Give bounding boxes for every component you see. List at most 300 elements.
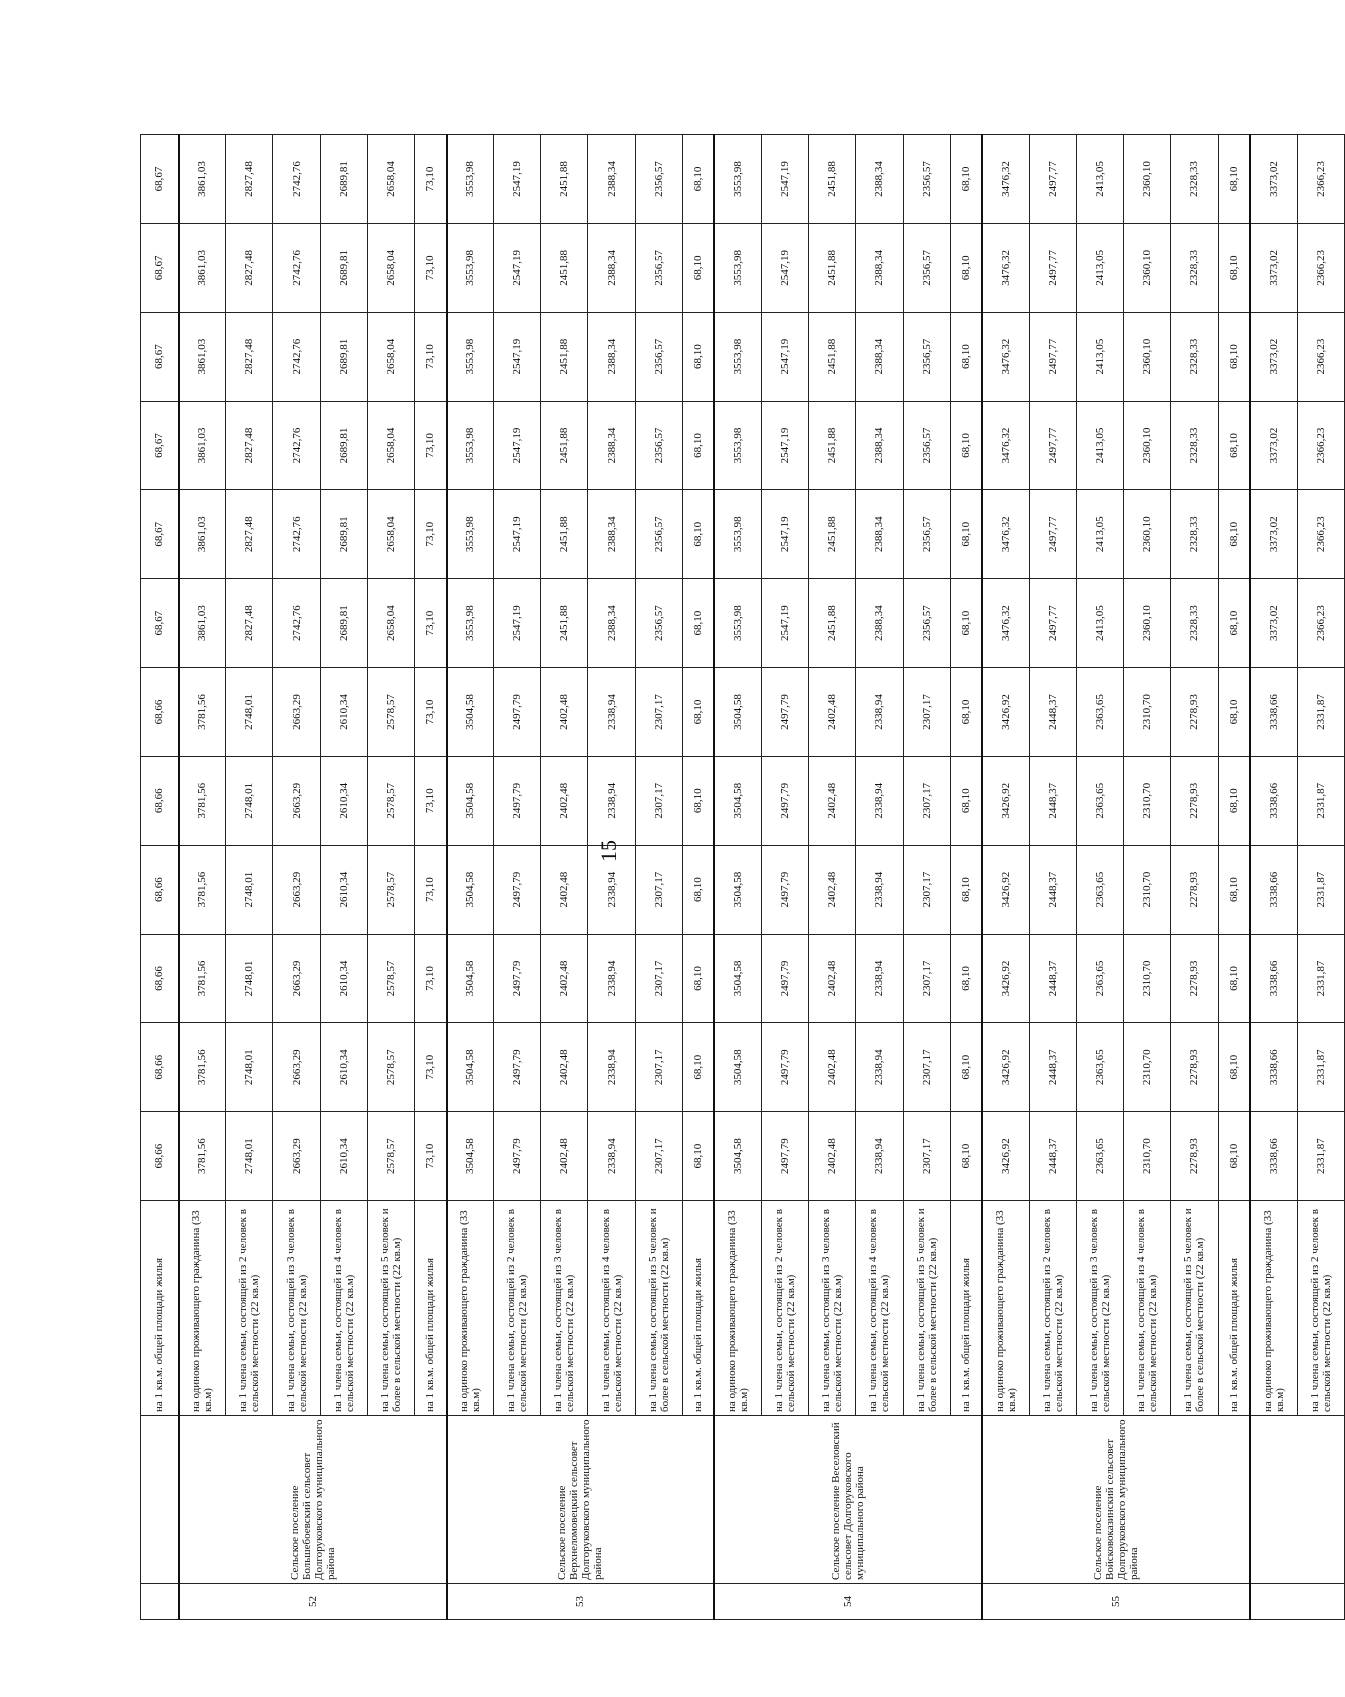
value-cell: 2547,19 xyxy=(494,223,541,312)
value-cell: 73,10 xyxy=(414,756,446,845)
value-cell: 2547,19 xyxy=(762,401,809,490)
value-cell: 2547,19 xyxy=(762,579,809,668)
value-cell: 2360,10 xyxy=(1124,579,1171,668)
value-cell: 68,10 xyxy=(682,312,714,401)
group-index: 54 xyxy=(714,1584,982,1620)
table-row xyxy=(447,135,494,1620)
value-cell: 73,10 xyxy=(414,845,446,934)
value-cell: 68,66 xyxy=(141,1023,179,1112)
description-cell: на 1 кв.м. общей площади жилья xyxy=(414,1201,446,1416)
table-row xyxy=(494,135,541,1620)
value-cell: 2307,17 xyxy=(635,756,682,845)
value-cell: 3338,66 xyxy=(1250,1112,1297,1201)
value-cell: 68,10 xyxy=(682,579,714,668)
description-cell: на одиноко проживающего гражданина (33 кв.м) xyxy=(982,1201,1029,1416)
value-cell: 3553,98 xyxy=(447,135,494,224)
value-cell: 3553,98 xyxy=(714,312,761,401)
value-cell: 2356,57 xyxy=(903,401,950,490)
value-cell: 68,10 xyxy=(1218,668,1250,757)
value-cell: 2689,81 xyxy=(320,579,367,668)
value-cell: 2388,34 xyxy=(588,312,635,401)
value-cell: 3553,98 xyxy=(714,401,761,490)
value-cell: 2331,87 xyxy=(1297,845,1344,934)
value-cell: 2451,88 xyxy=(809,223,856,312)
value-cell: 2338,94 xyxy=(856,934,903,1023)
value-cell: 2328,33 xyxy=(1171,135,1218,224)
value-cell: 3373,02 xyxy=(1250,401,1297,490)
value-cell: 2388,34 xyxy=(856,135,903,224)
value-cell: 2402,48 xyxy=(541,1112,588,1201)
value-cell: 2658,04 xyxy=(367,135,414,224)
value-cell: 3504,58 xyxy=(714,845,761,934)
value-cell: 2448,37 xyxy=(1029,845,1076,934)
value-cell: 2331,87 xyxy=(1297,668,1344,757)
value-cell: 3861,03 xyxy=(179,579,226,668)
value-cell: 2363,65 xyxy=(1077,668,1124,757)
description-cell: на 1 члена семьи, состоящей из 4 человек в сельской местности (22 кв.м) xyxy=(856,1201,903,1416)
value-cell: 68,10 xyxy=(682,845,714,934)
value-cell: 2388,34 xyxy=(856,312,903,401)
table-row xyxy=(179,135,226,1620)
value-cell: 68,10 xyxy=(682,135,714,224)
value-cell: 2658,04 xyxy=(367,312,414,401)
value-cell: 2363,65 xyxy=(1077,756,1124,845)
value-cell: 2402,48 xyxy=(809,934,856,1023)
value-cell: 2497,79 xyxy=(494,1023,541,1112)
value-cell: 3476,32 xyxy=(982,401,1029,490)
settlement-name: Сельское поселение Большебоевский сельсовет Долгоруковского муниципального района xyxy=(179,1416,447,1584)
value-cell: 2310,70 xyxy=(1124,1112,1171,1201)
value-cell: 3476,32 xyxy=(982,490,1029,579)
value-cell: 3861,03 xyxy=(179,135,226,224)
value-cell: 2497,79 xyxy=(762,756,809,845)
value-cell: 68,67 xyxy=(141,312,179,401)
value-cell: 2356,57 xyxy=(903,490,950,579)
value-cell: 2578,57 xyxy=(367,934,414,1023)
value-cell: 2448,37 xyxy=(1029,756,1076,845)
value-cell: 2742,76 xyxy=(273,490,320,579)
description-cell: на 1 члена семьи, состоящей из 5 человек и более в сельской местности (22 кв.м) xyxy=(1171,1201,1218,1416)
table-row xyxy=(1077,135,1124,1620)
description-cell: на одиноко проживающего гражданина (33 кв.м) xyxy=(447,1201,494,1416)
value-cell: 3476,32 xyxy=(982,135,1029,224)
value-cell: 2413,05 xyxy=(1077,223,1124,312)
value-cell: 2827,48 xyxy=(226,223,273,312)
value-cell: 2497,77 xyxy=(1029,401,1076,490)
group-index: 55 xyxy=(982,1584,1250,1620)
value-cell: 2356,57 xyxy=(903,223,950,312)
value-cell: 2388,34 xyxy=(856,579,903,668)
value-cell: 2827,48 xyxy=(226,135,273,224)
value-cell: 3781,56 xyxy=(179,1023,226,1112)
value-cell: 3373,02 xyxy=(1250,135,1297,224)
value-cell: 73,10 xyxy=(414,1023,446,1112)
table-row xyxy=(1218,135,1250,1620)
value-cell: 68,10 xyxy=(1218,1112,1250,1201)
value-cell: 2360,10 xyxy=(1124,312,1171,401)
value-cell: 2307,17 xyxy=(903,756,950,845)
value-cell: 2328,33 xyxy=(1171,579,1218,668)
value-cell: 3476,32 xyxy=(982,312,1029,401)
value-cell: 2827,48 xyxy=(226,312,273,401)
value-cell: 2338,94 xyxy=(588,1023,635,1112)
value-cell: 2497,79 xyxy=(762,1023,809,1112)
value-cell: 2307,17 xyxy=(903,934,950,1023)
value-cell: 2748,01 xyxy=(226,845,273,934)
value-cell: 2307,17 xyxy=(635,934,682,1023)
value-cell: 68,10 xyxy=(1218,579,1250,668)
value-cell: 2388,34 xyxy=(856,223,903,312)
value-cell: 2742,76 xyxy=(273,401,320,490)
value-cell: 2363,65 xyxy=(1077,1023,1124,1112)
value-cell: 68,10 xyxy=(950,223,982,312)
table-row xyxy=(588,135,635,1620)
description-cell: на 1 члена семьи, состоящей из 3 человек в сельской местности (22 кв.м) xyxy=(541,1201,588,1416)
page-number: 15 xyxy=(596,840,621,862)
value-cell: 2448,37 xyxy=(1029,1112,1076,1201)
value-cell: 68,10 xyxy=(950,668,982,757)
value-cell: 68,10 xyxy=(950,312,982,401)
value-cell: 2658,04 xyxy=(367,401,414,490)
value-cell: 2497,79 xyxy=(494,668,541,757)
value-cell: 2388,34 xyxy=(856,401,903,490)
value-cell: 2497,77 xyxy=(1029,490,1076,579)
value-cell: 2827,48 xyxy=(226,579,273,668)
value-cell: 2610,34 xyxy=(320,934,367,1023)
value-cell: 3504,58 xyxy=(447,756,494,845)
value-cell: 2663,29 xyxy=(273,756,320,845)
value-cell: 68,66 xyxy=(141,1112,179,1201)
table-row xyxy=(141,135,179,1620)
description-cell: на 1 члена семьи, состоящей из 4 человек в сельской местности (22 кв.м) xyxy=(588,1201,635,1416)
value-cell: 2827,48 xyxy=(226,401,273,490)
value-cell: 2578,57 xyxy=(367,668,414,757)
value-cell: 3338,66 xyxy=(1250,756,1297,845)
value-cell: 2689,81 xyxy=(320,401,367,490)
value-cell: 3476,32 xyxy=(982,579,1029,668)
value-cell: 68,66 xyxy=(141,756,179,845)
table-row xyxy=(762,135,809,1620)
value-cell: 2451,88 xyxy=(541,579,588,668)
value-cell: 2748,01 xyxy=(226,1112,273,1201)
value-cell: 68,10 xyxy=(682,756,714,845)
value-cell: 2413,05 xyxy=(1077,579,1124,668)
value-cell: 2307,17 xyxy=(903,845,950,934)
value-cell: 2356,57 xyxy=(903,579,950,668)
value-cell: 2388,34 xyxy=(588,135,635,224)
value-cell: 2307,17 xyxy=(635,668,682,757)
value-cell: 2388,34 xyxy=(588,490,635,579)
value-cell: 3338,66 xyxy=(1250,1023,1297,1112)
value-cell: 3426,92 xyxy=(982,1023,1029,1112)
value-cell: 2366,23 xyxy=(1297,135,1344,224)
value-cell: 2689,81 xyxy=(320,312,367,401)
value-cell: 3861,03 xyxy=(179,223,226,312)
description-cell: на 1 члена семьи, состоящей из 2 человек в сельской местности (22 кв.м) xyxy=(494,1201,541,1416)
value-cell: 2338,94 xyxy=(856,756,903,845)
value-cell: 68,67 xyxy=(141,223,179,312)
value-cell: 2413,05 xyxy=(1077,312,1124,401)
value-cell: 68,10 xyxy=(1218,1023,1250,1112)
table-row xyxy=(682,135,714,1620)
value-cell: 2689,81 xyxy=(320,490,367,579)
value-cell: 2610,34 xyxy=(320,756,367,845)
value-cell: 2610,34 xyxy=(320,1112,367,1201)
value-cell: 2497,77 xyxy=(1029,579,1076,668)
value-cell: 68,10 xyxy=(682,668,714,757)
value-cell: 2338,94 xyxy=(856,1023,903,1112)
value-cell: 2310,70 xyxy=(1124,845,1171,934)
description-cell: на 1 кв.м. общей площади жилья xyxy=(141,1201,179,1416)
value-cell: 2451,88 xyxy=(809,135,856,224)
value-cell: 2328,33 xyxy=(1171,312,1218,401)
value-cell: 2360,10 xyxy=(1124,223,1171,312)
description-cell: на 1 члена семьи, состоящей из 2 человек в сельской местности (22 кв.м) xyxy=(762,1201,809,1416)
description-cell: на 1 кв.м. общей площади жилья xyxy=(950,1201,982,1416)
value-cell: 3504,58 xyxy=(447,934,494,1023)
value-cell: 68,10 xyxy=(1218,135,1250,224)
value-cell: 73,10 xyxy=(414,401,446,490)
value-cell: 2360,10 xyxy=(1124,135,1171,224)
value-cell: 68,10 xyxy=(950,401,982,490)
value-cell: 68,10 xyxy=(682,934,714,1023)
value-cell: 2402,48 xyxy=(809,845,856,934)
settlement-cell xyxy=(141,1416,179,1584)
value-cell: 68,10 xyxy=(1218,223,1250,312)
value-cell: 2338,94 xyxy=(588,756,635,845)
value-cell: 3373,02 xyxy=(1250,223,1297,312)
value-cell: 3553,98 xyxy=(714,579,761,668)
value-cell: 2663,29 xyxy=(273,1023,320,1112)
value-cell: 3426,92 xyxy=(982,934,1029,1023)
table-row xyxy=(1029,135,1076,1620)
value-cell: 2366,23 xyxy=(1297,223,1344,312)
description-cell: на 1 члена семьи, состоящей из 3 человек в сельской местности (22 кв.м) xyxy=(1077,1201,1124,1416)
value-cell: 68,67 xyxy=(141,490,179,579)
value-cell: 3553,98 xyxy=(714,223,761,312)
table-row xyxy=(982,135,1029,1620)
index-cell xyxy=(141,1584,179,1620)
value-cell: 2402,48 xyxy=(541,668,588,757)
value-cell: 68,10 xyxy=(950,845,982,934)
value-cell: 2307,17 xyxy=(903,1112,950,1201)
value-cell: 2278,93 xyxy=(1171,934,1218,1023)
value-cell: 68,10 xyxy=(950,135,982,224)
value-cell: 2278,93 xyxy=(1171,1023,1218,1112)
value-cell: 2497,77 xyxy=(1029,223,1076,312)
value-cell: 2331,87 xyxy=(1297,1023,1344,1112)
description-cell: на 1 члена семьи, состоящей из 2 человек в сельской местности (22 кв.м) xyxy=(1297,1201,1344,1416)
value-cell: 2448,37 xyxy=(1029,1023,1076,1112)
value-cell: 3781,56 xyxy=(179,934,226,1023)
description-cell: на одиноко проживающего гражданина (33 кв.м) xyxy=(1250,1201,1297,1416)
value-cell: 2307,17 xyxy=(635,1023,682,1112)
value-cell: 2448,37 xyxy=(1029,934,1076,1023)
value-cell: 68,10 xyxy=(1218,401,1250,490)
value-cell: 2689,81 xyxy=(320,135,367,224)
value-cell: 2402,48 xyxy=(809,668,856,757)
value-cell: 2363,65 xyxy=(1077,1112,1124,1201)
value-cell: 68,67 xyxy=(141,401,179,490)
value-cell: 2356,57 xyxy=(635,579,682,668)
value-cell: 68,10 xyxy=(682,490,714,579)
table-row xyxy=(226,135,273,1620)
value-cell: 2547,19 xyxy=(494,401,541,490)
value-cell: 73,10 xyxy=(414,135,446,224)
value-cell: 2451,88 xyxy=(541,312,588,401)
value-cell: 68,10 xyxy=(1218,312,1250,401)
value-cell: 2338,94 xyxy=(588,668,635,757)
value-cell: 68,10 xyxy=(950,579,982,668)
value-cell: 2451,88 xyxy=(541,490,588,579)
value-cell: 2331,87 xyxy=(1297,1112,1344,1201)
value-cell: 68,10 xyxy=(950,756,982,845)
value-cell: 2748,01 xyxy=(226,934,273,1023)
value-cell: 2366,23 xyxy=(1297,401,1344,490)
table-row xyxy=(903,135,950,1620)
value-cell: 3861,03 xyxy=(179,401,226,490)
value-cell: 2451,88 xyxy=(541,135,588,224)
value-cell: 2331,87 xyxy=(1297,934,1344,1023)
value-cell: 2356,57 xyxy=(635,401,682,490)
value-cell: 2402,48 xyxy=(809,756,856,845)
value-cell: 3861,03 xyxy=(179,312,226,401)
value-cell: 3504,58 xyxy=(714,934,761,1023)
value-cell: 2328,33 xyxy=(1171,490,1218,579)
value-cell: 68,66 xyxy=(141,845,179,934)
value-cell: 3504,58 xyxy=(714,1023,761,1112)
value-cell: 2338,94 xyxy=(588,934,635,1023)
value-cell: 2451,88 xyxy=(809,490,856,579)
value-cell: 3338,66 xyxy=(1250,668,1297,757)
value-cell: 2689,81 xyxy=(320,223,367,312)
value-cell: 2547,19 xyxy=(762,223,809,312)
value-cell: 2578,57 xyxy=(367,845,414,934)
value-cell: 2338,94 xyxy=(588,845,635,934)
value-cell: 73,10 xyxy=(414,1112,446,1201)
value-cell: 2328,33 xyxy=(1171,401,1218,490)
value-cell: 3553,98 xyxy=(447,312,494,401)
description-cell: на 1 кв.м. общей площади жилья xyxy=(682,1201,714,1416)
value-cell: 3504,58 xyxy=(447,1112,494,1201)
table-row xyxy=(809,135,856,1620)
value-cell: 2663,29 xyxy=(273,668,320,757)
value-cell: 2360,10 xyxy=(1124,401,1171,490)
value-cell: 2356,57 xyxy=(903,135,950,224)
value-cell: 2338,94 xyxy=(856,845,903,934)
value-cell: 2338,94 xyxy=(856,668,903,757)
value-cell: 2448,37 xyxy=(1029,668,1076,757)
value-cell: 2278,93 xyxy=(1171,668,1218,757)
value-cell: 3504,58 xyxy=(714,756,761,845)
value-cell: 3476,32 xyxy=(982,223,1029,312)
table-row xyxy=(635,135,682,1620)
value-cell: 68,10 xyxy=(682,1023,714,1112)
value-cell: 2402,48 xyxy=(541,845,588,934)
value-cell: 2402,48 xyxy=(541,756,588,845)
value-cell: 2388,34 xyxy=(588,401,635,490)
value-cell: 2328,33 xyxy=(1171,223,1218,312)
description-cell: на 1 члена семьи, состоящей из 5 человек и более в сельской местности (22 кв.м) xyxy=(635,1201,682,1416)
table-row xyxy=(1297,135,1344,1620)
settlement-name: Сельское поселение Веселовский сельсовет Долгоруковского муниципального района xyxy=(714,1416,982,1584)
value-cell: 2307,17 xyxy=(635,1112,682,1201)
value-cell: 3553,98 xyxy=(447,401,494,490)
value-cell: 68,10 xyxy=(1218,490,1250,579)
value-cell: 2413,05 xyxy=(1077,135,1124,224)
value-cell: 73,10 xyxy=(414,579,446,668)
value-cell: 2360,10 xyxy=(1124,490,1171,579)
value-cell: 2402,48 xyxy=(809,1023,856,1112)
value-cell: 2388,34 xyxy=(856,490,903,579)
table-row xyxy=(367,135,414,1620)
value-cell: 3781,56 xyxy=(179,668,226,757)
description-cell: на 1 члена семьи, состоящей из 4 человек в сельской местности (22 кв.м) xyxy=(1124,1201,1171,1416)
value-cell: 3504,58 xyxy=(447,668,494,757)
value-cell: 2363,65 xyxy=(1077,845,1124,934)
value-cell: 2497,77 xyxy=(1029,135,1076,224)
value-cell: 2366,23 xyxy=(1297,312,1344,401)
value-cell: 68,10 xyxy=(682,1112,714,1201)
value-cell: 2578,57 xyxy=(367,756,414,845)
value-cell: 3426,92 xyxy=(982,756,1029,845)
value-cell: 2451,88 xyxy=(541,223,588,312)
value-cell: 3553,98 xyxy=(714,490,761,579)
value-cell: 2663,29 xyxy=(273,1112,320,1201)
value-cell: 73,10 xyxy=(414,312,446,401)
value-cell: 68,10 xyxy=(950,490,982,579)
value-cell: 2742,76 xyxy=(273,135,320,224)
value-cell: 2742,76 xyxy=(273,223,320,312)
value-cell: 2451,88 xyxy=(541,401,588,490)
value-cell: 73,10 xyxy=(414,668,446,757)
value-cell: 2497,79 xyxy=(494,934,541,1023)
value-cell: 2366,23 xyxy=(1297,579,1344,668)
value-cell: 3504,58 xyxy=(447,1023,494,1112)
table-row xyxy=(541,135,588,1620)
value-cell: 2663,29 xyxy=(273,934,320,1023)
value-cell: 2356,57 xyxy=(635,223,682,312)
value-cell: 2658,04 xyxy=(367,223,414,312)
value-cell: 3373,02 xyxy=(1250,312,1297,401)
group-index: 52 xyxy=(179,1584,447,1620)
value-cell: 2497,79 xyxy=(494,1112,541,1201)
value-cell: 68,10 xyxy=(1218,756,1250,845)
value-cell: 2547,19 xyxy=(762,312,809,401)
value-cell: 68,10 xyxy=(682,401,714,490)
table-row xyxy=(414,135,446,1620)
value-cell: 68,67 xyxy=(141,135,179,224)
value-cell: 68,10 xyxy=(950,1023,982,1112)
description-cell: на 1 члена семьи, состоящей из 3 человек в сельской местности (22 кв.м) xyxy=(809,1201,856,1416)
value-cell: 3553,98 xyxy=(447,579,494,668)
value-cell: 2610,34 xyxy=(320,845,367,934)
value-cell: 2278,93 xyxy=(1171,1112,1218,1201)
value-cell: 2402,48 xyxy=(541,934,588,1023)
value-cell: 68,10 xyxy=(1218,845,1250,934)
value-cell: 2663,29 xyxy=(273,845,320,934)
value-cell: 3504,58 xyxy=(714,668,761,757)
value-cell: 3426,92 xyxy=(982,845,1029,934)
value-cell: 3426,92 xyxy=(982,668,1029,757)
group-index xyxy=(1250,1584,1344,1620)
value-cell: 2356,57 xyxy=(635,490,682,579)
value-cell: 2366,23 xyxy=(1297,490,1344,579)
value-cell: 2451,88 xyxy=(809,579,856,668)
value-cell: 2497,79 xyxy=(762,934,809,1023)
value-cell: 3504,58 xyxy=(447,845,494,934)
value-cell: 3553,98 xyxy=(447,223,494,312)
